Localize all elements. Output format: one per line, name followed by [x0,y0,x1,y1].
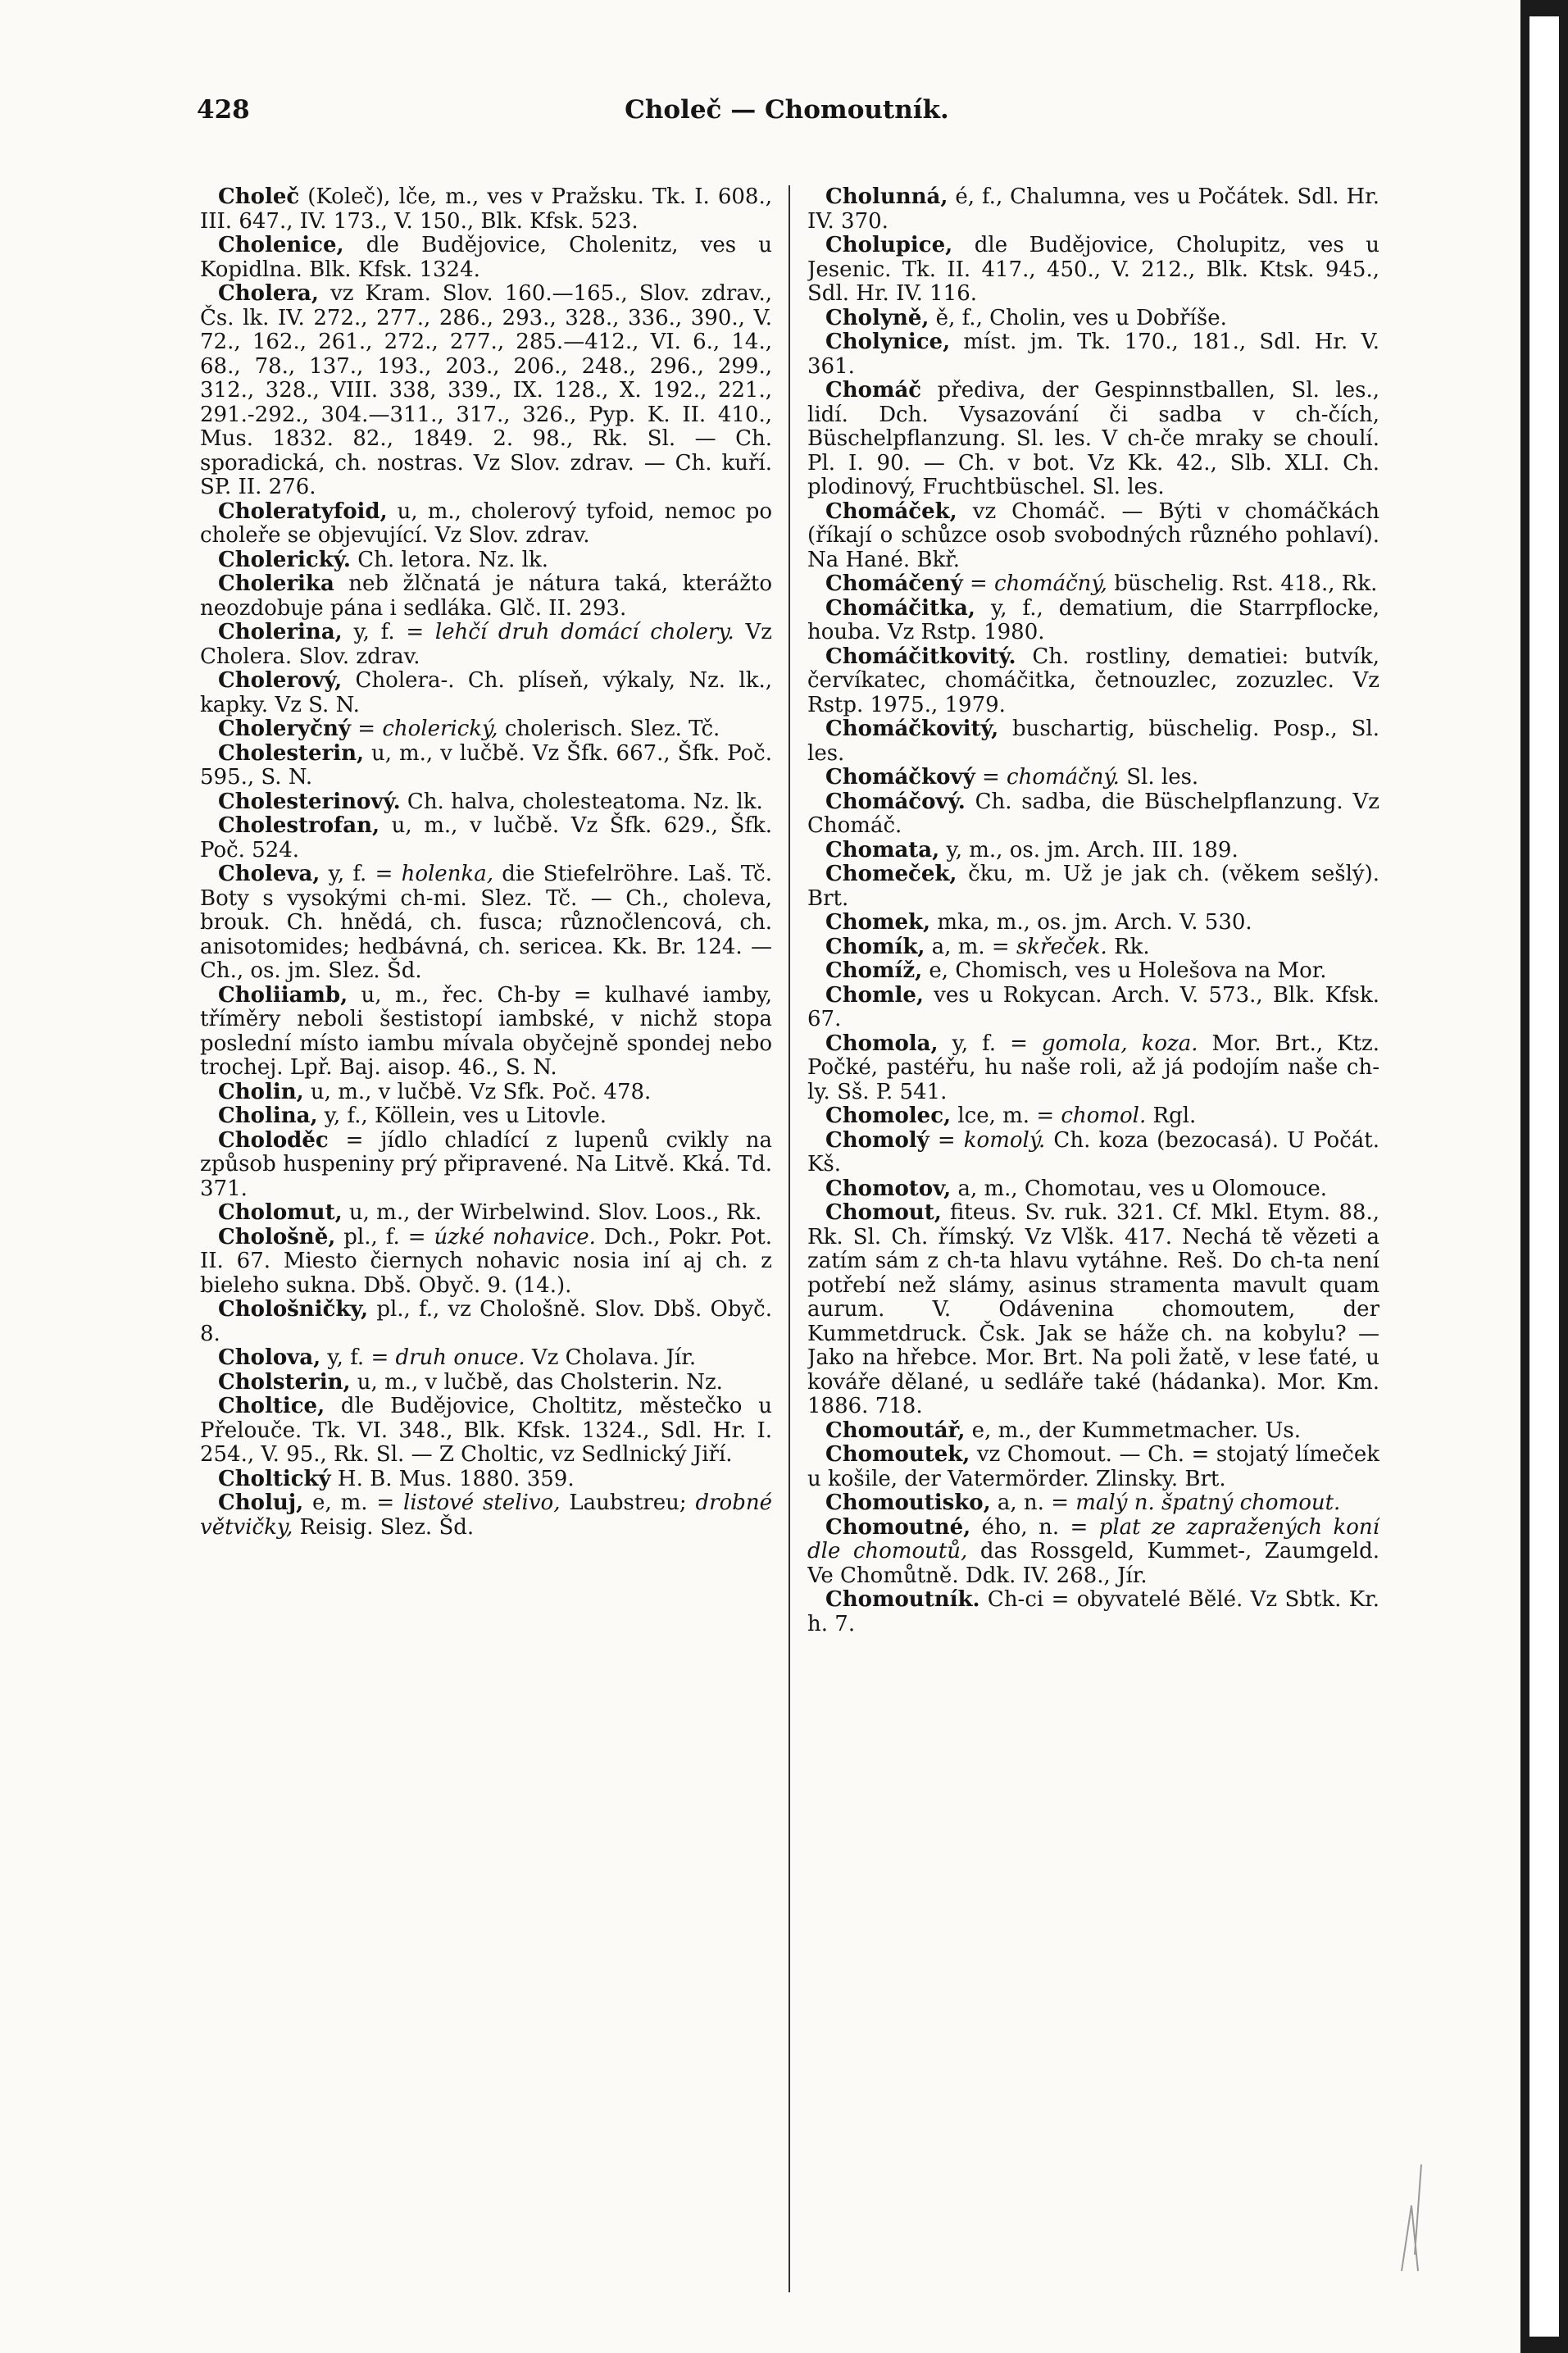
entry-text: dle Budějovice, Cholenitz, ves u Kopidlna. Blk. Kfsk. 1324. [200,233,772,282]
entry-headword: Chomáčitkovitý. [825,644,1016,669]
entry-gloss: = cholerický, [357,717,498,741]
dictionary-entry [200,742,772,790]
entry-text: u, m., v lučbě, das Cholsterin. Nz. [350,1369,723,1395]
entry-headword: Choleč [218,185,300,209]
entry-text: Sl. les. [1119,765,1199,790]
entry-headword: Cholyně, [825,305,929,330]
dictionary-entry [807,717,1379,766]
dictionary-entry [807,645,1379,718]
dictionary-entry [200,862,772,984]
dictionary-entry [807,911,1379,935]
dictionary-entry [200,814,772,862]
dictionary-entry [200,1468,772,1492]
dictionary-entry [807,935,1379,960]
dictionary-entry [200,669,772,717]
entry-text: Reisig. Slez. Šd. [293,1514,475,1540]
dictionary-entry [807,959,1379,984]
entry-text: die Stiefelröhre. Laš. Tč. Boty s vysokými ch-mi. Slez. Tč. — Ch., choleva, brouk. Ch. hnědá, ch. fusca; různočlencová, ch. anisotomides; hedbávná, ch. sericea. Kk. Br. 124. — Ch., os. jm. Slez. Šd. [200,862,772,983]
entry-headword: Chomoutné, [825,1514,971,1540]
entry-text: ého, n. [970,1514,1070,1540]
entry-text: ves u Rokycan. Arch. V. 573., Blk. Kfsk. 67. [807,982,1379,1031]
entry-gloss: = chomáčný. [981,765,1120,790]
entry-text: Dch., Pokr. Pot. II. 67. Miesto čiernych nohavic nosia iní aj ch. z bieleho sukna. Dbš. Obyč. 9. (14.). [200,1224,772,1298]
dictionary-entry [807,1201,1379,1419]
dictionary-entry [807,984,1379,1032]
entry-text: y, f. [938,1031,1011,1056]
entry-text: Mor. Brt., Ktz. Počké, pastéřu, hu naše roli, až já podojím naše ch-ly. Sš. P. 541. [807,1031,1379,1104]
dictionary-entry [200,717,772,742]
dictionary-entry [807,1129,1379,1177]
dictionary-entry [200,572,772,621]
entry-text: Vz Cholava. Jír. [525,1345,697,1370]
entry-headword: Chomáčitka, [825,595,975,621]
entry-headword: Chološničky, [218,1297,369,1322]
dictionary-entry [200,790,772,815]
entry-headword: Chomáčkový [825,765,975,790]
entry-gloss: = plat ze zapražených koní dle chomoutů, [807,1514,1379,1563]
entry-text: u, m., v lučbě. Vz Šfk. 629., Šfk. Poč. 524. [200,813,772,862]
entry-headword: Chomoutník. [825,1587,980,1612]
dictionary-entry [200,282,772,500]
dictionary-entry [807,1104,1379,1129]
entry-text: Ch. rostliny, dematiei: butvík, červíkatec, chomáčitka, četnouzlec, zozuzlec. Vz Rstp. 1975., 1979. [807,644,1379,717]
entry-text: Rk. [1107,934,1150,959]
dictionary-entry [807,307,1379,331]
left-column [200,185,772,2301]
dictionary-entry [807,234,1379,307]
entry-headword: Chomíž, [825,958,923,983]
entry-headword: Chomáčkovitý, [825,717,999,741]
dictionary-entry [200,984,772,1081]
dictionary-entry [200,1201,772,1226]
dictionary-entry [807,500,1379,573]
entry-text: y, f. [320,862,375,886]
entry-text: Rgl. [1146,1104,1197,1128]
page-number: 428 [197,95,250,125]
dictionary-entry [807,185,1379,234]
entry-text: y, f. [342,620,407,644]
dictionary-entry [200,234,772,282]
entry-text: u, m., v lučbě. Vz Sfk. Poč. 478. [303,1079,652,1104]
dictionary-entry [807,1177,1379,1202]
entry-headword: Chomoutisko, [825,1491,991,1515]
dictionary-entry [807,1588,1379,1636]
entry-text: Ch. v bot. Vz Kk. 42., Slb. XLI. Ch. plodinový, Fruchtbüschel. Sl. les. [807,450,1379,499]
entry-gloss: = malý n. špatný chomout. [1051,1491,1341,1515]
entry-headword: Chomáček, [825,498,957,524]
entry-text: H. B. Mus. 1880. 359. [330,1466,575,1491]
entry-text: Ch. koza (bezocasá). U Počát. Kš. [807,1127,1379,1176]
entry-text: Ch. halva, cholesteatoma. Nz. lk. [400,789,763,814]
entry-headword: Chomeček, [825,862,957,886]
entry-headword: Choluj, [218,1491,304,1515]
entry-headword: Chomolý [825,1127,929,1153]
entry-headword: Cholestrofan, [218,813,380,838]
dictionary-entry [200,1226,772,1299]
right-column [807,185,1379,2301]
entry-headword: Cholera, [218,281,319,306]
dictionary-entry [200,1371,772,1395]
entry-headword: Chomek, [825,910,931,935]
entry-text: mka, m., os. jm. Arch. V. 530. [930,910,1252,935]
dictionary-entry [807,379,1379,500]
entry-text: buschartig, büschelig. Posp., Sl. les. [807,717,1379,766]
entry-text: y, f., Köllein, ves u Litovle. [317,1104,607,1128]
entry-text: dle Budějovice, Cholupitz, ves u Jesenic. Tk. II. 417., 450., V. 212., Blk. Ktsk. 945., Sdl. Hr. IV. 116. [807,233,1379,306]
entry-headword: Chomoutář, [825,1418,966,1443]
entry-text: lce, m. [951,1104,1037,1128]
entry-text: Vz Cholera. Slov. zdrav. [200,620,772,669]
entry-text: y, f., dematium, die Starrpflocke, houba. Vz Rstp. 1980. [807,595,1379,644]
entry-headword: Chomáčový. [825,789,966,814]
entry-text: = jídlo chladící z lupenů cvikly na způsob huspeniny prý připravené. Na Litvě. Kká. Td. 371. [200,1127,772,1201]
entry-headword: Cholerika [218,571,334,596]
entry-text: neb žlčnatá je nátura taká, kterážto neozdobuje pána i sedláka. Glč. II. 293. [200,571,772,621]
entry-headword: Cholesterin, [218,740,365,766]
entry-text: u, m., řec. Ch-by = kulhavé iamby, tříměry neboli šestistopí iambské, v nichž stopa poslední místo iambu mívala obyčejně spondej nebo trochej. Lpř. Baj. aisop. 46., S. N. [200,982,772,1080]
entry-text: Ch. = stojatý límeček u košile, der Vatermörder. Zlinsky. Brt. [807,1442,1379,1491]
dictionary-entry [200,621,772,669]
running-head: Choleč — Chomoutník. [625,95,949,125]
entry-gloss: = úzké nohavice. [407,1224,596,1249]
column-divider [789,185,790,2292]
entry-headword: Cholesterinový. [218,789,401,814]
entry-gloss: = chomol. [1036,1104,1147,1128]
entry-headword: Chomáčený [825,571,963,596]
entry-headword: Cholina, [218,1104,318,1128]
entry-headword: Cholerový, [218,668,343,693]
entry-headword: Choltice, [218,1394,325,1418]
entry-gloss: = druh onuce. [370,1345,525,1370]
entry-headword: Chomík, [825,934,925,959]
entry-text: míst. jm. Tk. 170., 181., Sdl. Hr. V. 361. [807,330,1379,379]
entry-text: dle Budějovice, Choltitz, městečko u Přelouče. Tk. VI. 348., Blk. Kfsk. 1324., Sdl. Hr. I. 254., V. 95., Rk. Sl. — Z Choltic, vz Sedlnický Jiří. [200,1394,772,1467]
entry-text: u, m., v lučbě. Vz Šfk. 667., Šfk. Poč. 595., S. N. [200,740,772,790]
dictionary-entry [200,1395,772,1468]
entry-gloss: = komolý. [937,1127,1046,1153]
entry-headword: Chomolec, [825,1104,952,1128]
entry-text: (Koleč), lče, m., ves v Pražsku. Tk. I. 608., III. 647., IV. 173., V. 150., Blk. Kfsk. 523. [200,185,772,234]
dictionary-entry [200,1491,772,1540]
entry-headword: Cholomut, [218,1200,343,1225]
entry-headword: Cholerina, [218,620,343,644]
entry-gloss: = chomáčný, [969,571,1107,596]
entry-headword: Choltický [218,1466,331,1491]
entry-text: a, n. [990,1491,1052,1515]
entry-headword: Chomata, [825,837,940,862]
scan-edge [1529,16,1559,2337]
entry-text: das Rossgeld, Kummet-, Zaumgeld. Ve Chomůtně. Ddk. IV. 268., Jír. [807,1539,1379,1588]
entry-headword: Chomáč [825,378,922,403]
entry-headword: Choleva, [218,862,320,886]
dictionary-entry [807,1516,1379,1589]
entry-text: vz Kram. Slov. 160.—165., Slov. zdrav., Čs. lk. IV. 272., 277., 286., 293., 328., 336., 390., V. 72., 162., 261., 272., 277., 285.—412., VI. 6., 14., 68., 78., 137., 193., 203., 206., 248., 296., 299., 312., 328., VIII. 338, 339., IX. 128., X. 192., 221., 291.-292., 304.—311., 317., 326., Pyp. K. II. 410., Mus. 1832. 82., 1849. 2. 98., Rk. Sl. — Ch. sporadická, ch. nostras. Vz Slov. zdrav. — Ch. kuří. SP. II. 276. [200,281,772,499]
entry-text: Laubstreu; [560,1491,696,1515]
dictionary-entry [807,1419,1379,1444]
entry-text: é, f., Chalumna, ves u Počátek. Sdl. Hr. IV. 370. [807,185,1379,234]
entry-headword: Chomle, [825,982,924,1008]
entry-text: a, m., Chomotau, ves u Olomouce. [951,1176,1327,1201]
entry-text: vz Chomout. — [970,1442,1148,1467]
entry-gloss: = lehčí druh domácí cholery. [406,620,734,644]
entry-text: y, m., os. jm. Arch. III. 189. [939,837,1238,862]
entry-text: e, m., der Kummetmacher. Us. [965,1418,1301,1443]
dictionary-entry [200,1081,772,1105]
entry-text: fiteus. Sv. ruk. 321. Cf. Mkl. Etym. 88., Rk. Sl. Ch. římský. Vz Vlšk. 417. Nechá tě vězeti a zatím sám z ch-ta hlavu vytáhne. Reš. Do ch-ta není potřebí než slámy, asinus stramenta mavult quam aurum. V. Odávenina chomoutem, der Kummetdruck. Čsk. Jak se háže ch. na kobylu? — Jako na hřebce. Mor. Brt. Na poli žatě, v lese ťaté, u kováře dělané, u sedláře také (hádanka). Mor. Km. 1886. 718. [807,1200,1379,1418]
entry-gloss: = gomola, koza. [1010,1031,1198,1056]
entry-text: cholerisch. Slez. Tč. [498,717,720,741]
entry-headword: Choleratyfoid, [218,498,388,524]
entry-headword: Choleryčný [218,717,352,741]
dictionary-entry [807,1032,1379,1105]
entry-text: u, m., cholerový tyfoid, nemoc po choleře se objevující. Vz Slov. zdrav. [200,498,772,548]
entry-text: Ch. letora. Nz. lk. [350,547,548,572]
entry-text: čku, m. Už je jak ch. (věkem sešlý). Brt. [807,862,1379,911]
dictionary-entry [807,597,1379,645]
entry-text: y, f. [320,1345,371,1370]
entry-text [963,571,970,596]
entry-text [975,765,982,790]
entry-text: e, m. [303,1491,377,1515]
dictionary-entry [807,572,1379,597]
entry-headword: Cholunná, [825,185,948,209]
entry-headword: Chološně, [218,1224,336,1249]
entry-text: Ch-ci = obyvatelé Bělé. Vz Sbtk. Kr. h. 7. [807,1587,1379,1636]
entry-text: u, m., der Wirbelwind. Slov. Loos., Rk. [342,1200,762,1225]
entry-headword: Cholin, [218,1079,304,1104]
entry-headword: Cholsterin, [218,1369,351,1395]
entry-gloss: = skřeček. [991,934,1107,959]
entry-headword: Cholupice, [825,233,953,257]
entry-text: büschelig. Rst. 418., Rk. [1107,571,1378,596]
entry-headword: Cholenice, [218,233,344,257]
dictionary-entry [807,330,1379,379]
dictionary-entry [200,185,772,234]
entry-text: ě, f., Cholin, ves u Dobříše. [929,305,1227,330]
entry-headword: Chomotov, [825,1176,952,1201]
entry-text: e, Chomisch, ves u Holešova na Mor. [922,958,1327,983]
entry-text [929,1128,938,1153]
dictionary-entry [807,1443,1379,1491]
entry-headword: Cholerický. [218,547,351,572]
entry-headword: Choliiamb, [218,982,348,1008]
dictionary-entry [807,862,1379,911]
pencil-mark-icon [1393,2156,1443,2279]
dictionary-entry [200,1104,772,1129]
entry-text: předivа, der Gespinnstballen, Sl. les., lidí. Dch. Vysazování či sadba v ch-čích, Büschelpflanzung. Sl. les. V ch-če mraky se choulí. Pl. I. 90. — [807,378,1379,476]
dictionary-entry [200,1298,772,1346]
entry-headword: Chomout, [825,1200,942,1225]
dictionary-entry [807,1491,1379,1516]
dictionary-entry [200,1346,772,1371]
dictionary-entry [807,839,1379,863]
dictionary-entry [200,548,772,573]
dictionary-entry [807,766,1379,790]
entry-headword: Chomola, [825,1031,939,1056]
page-header [197,95,1377,136]
dictionary-entry [807,790,1379,839]
dictionary-entry [200,500,772,548]
entry-text: Cholera-. Ch. plíseň, výkaly, Nz. lk., kapky. Vz S. N. [200,668,772,717]
entry-gloss: = listové stelivo, [376,1491,561,1515]
entry-headword: Cholova, [218,1345,321,1370]
entry-text: vz Chomáč. — Býti v chomáčkách (říkají o schůzce osob svobodných různého pohlaví). Na Hané. Bkř. [807,498,1379,572]
entry-headword: Chomoutek, [825,1442,970,1467]
entry-text: pl., f., vz Chološně. Slov. Dbš. Obyč. 8. [200,1297,772,1346]
dictionary-entry [200,1129,772,1202]
entry-text: Ch. sadba, die Büschelpflanzung. Vz Chomáč. [807,789,1379,838]
entry-text: pl., f. [335,1224,408,1249]
entry-text: a, m. [925,934,992,959]
entry-gloss: = holenka, [375,862,493,886]
entry-headword: Choloděc [218,1127,329,1153]
entry-gloss: drobné větvičky, [200,1491,772,1540]
entry-headword: Cholynice, [825,330,951,354]
